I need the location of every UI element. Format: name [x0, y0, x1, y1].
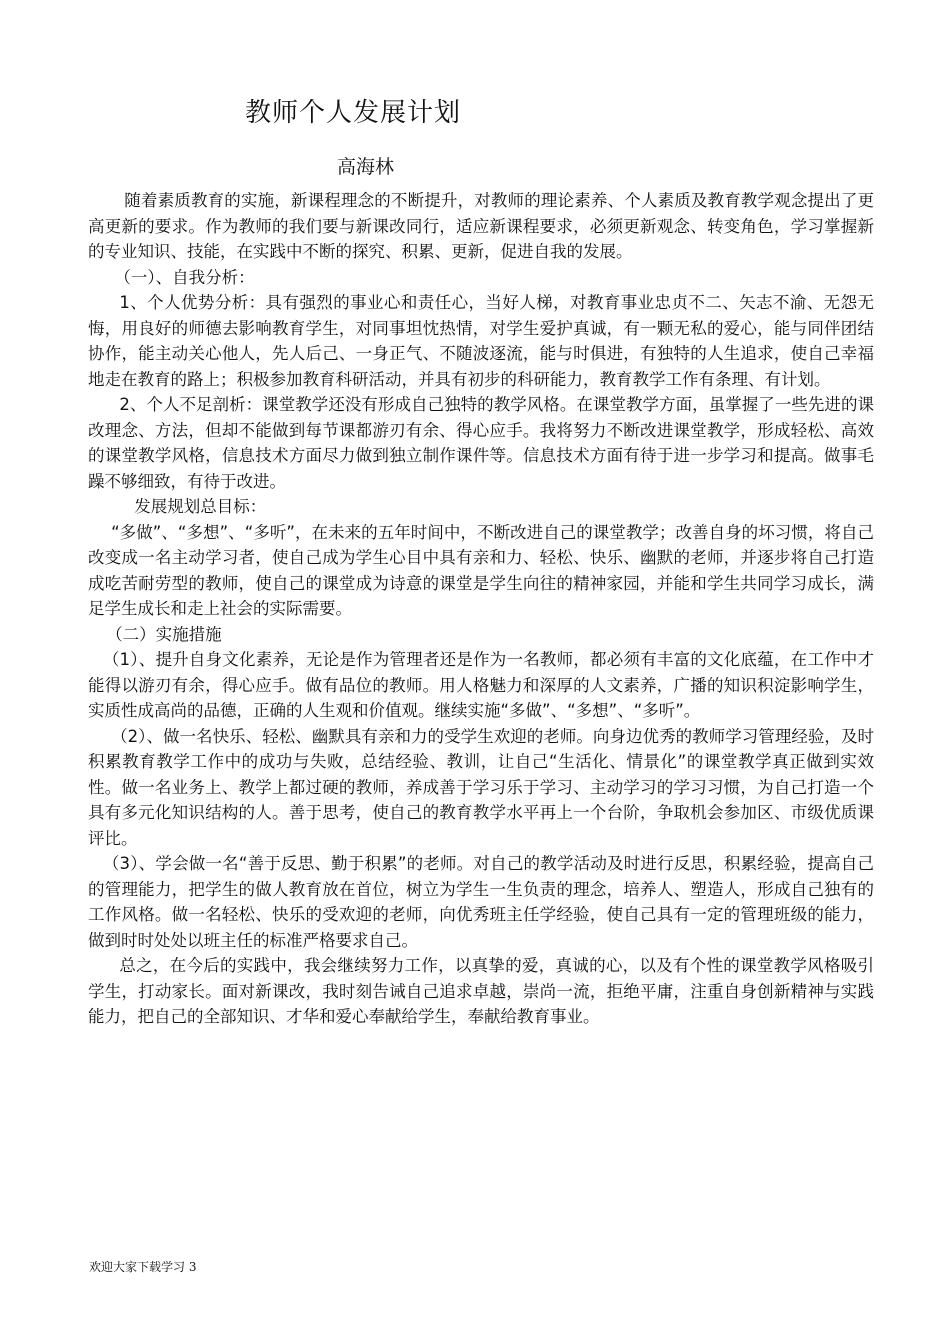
author-name: 高海林 [337, 156, 395, 178]
document-body [88, 188, 874, 1030]
paragraph-measure-3: （3）、学会做一名“善于反思、勤于积累”的老师。对自己的教学活动及时进行反思，积累经验，提高自己的管理能力，把学生的做人教育放在首位，树立为学生一生负责的理念，培养人、塑造人，形成自己独有的工作风格。做一名轻松、快乐的受欢迎的老师，向优秀班主任学经验，使自己具有一定的管理班级的能力，做到时时处处以班主任的标准严格要求自己。 [88, 854, 874, 950]
paragraph-measure-1: （1）、提升自身文化素养，无论是作为管理者还是作为一名教师，都必须有丰富的文化底蕴，在工作中才能得以游刃有余，得心应手。做有品位的教师。用人格魅力和深厚的人文素养，广播的知识积淀影响学生，实质性成高尚的品德，正确的人生观和价值观。继续实施“多做”、“多想”、“多听”。 [88, 650, 874, 720]
paragraph-goal: “多做”、“多想”、“多听”，在未来的五年时间中，不断改进自己的课堂教学；改善自身的坏习惯，将自己改变成一名主动学习者，使自己成为学生心目中具有亲和力、轻松、快乐、幽默的老师，并逐步将自己打造成吃苦耐劳型的教师，使自己的课堂成为诗意的课堂是学生向往的精神家园，并能和学生共同学习成长，满足学生成长和走上社会的实际需要。 [88, 522, 874, 618]
paragraph-measure-2: （2）、做一名快乐、轻松、幽默具有亲和力的受学生欢迎的老师。向身边优秀的教师学习管理经验，及时积累教育教学工作中的成功与失败，总结经验、教训，让自己“生活化、情景化”的课堂教学真正做到实效性。做一名业务上、教学上都过硬的教师，养成善于学习乐于学习、主动学习的学习习惯，为自己打造一个具有多元化知识结构的人。善于思考，使自己的教育教学水平再上一个台阶，争取机会参加区、市级优质课评比。 [88, 726, 874, 848]
paragraph-intro: 随着素质教育的实施，新课程理念的不断提升，对教师的理论素养、个人素质及教育教学观念提出了更高更新的要求。作为教师的我们要与新课改同行，适应新课程要求，必须更新观念、转变角色，学习掌握新的专业知识、技能，在实践中不断的探究、积累、更新，促进自我的发展。 [88, 191, 874, 261]
paragraph-weaknesses: 2、个人不足剖析：课堂教学还没有形成自己独特的教学风格。在课堂教学方面，虽掌握了一些先进的课改理念、方法，但却不能做到每节课都游刃有余、得心应手。我将努力不断改进课堂教学，形成轻松、高效的课堂教学风格，信息技术方面尽力做到独立制作课件等。信息技术方面有待于进一步学习和提高。做事毛躁不够细致，有待于改进。 [88, 395, 874, 491]
section-heading-goal: 发展规划总目标： [134, 497, 267, 516]
page-footer: 欢迎大家下载学习 3 [89, 1260, 197, 1274]
section-heading-self-analysis: （一）、自我分析： [114, 267, 255, 287]
paragraph-conclusion: 总之，在今后的实践中，我会继续努力工作，以真挚的爱，真诚的心，以及有个性的课堂教学风格吸引学生，打动家长。面对新课改，我时刻告诫自己追求卓越，崇尚一流，拒绝平庸，注重自身创新精神与实践能力，把自己的全部知识、才华和爱心奉献给学生，奉献给教育事业。 [88, 956, 874, 1026]
paragraph-strengths: 1、个人优势分析：具有强烈的事业心和责任心，当好人梯，对教育事业忠贞不二、矢志不渝、无怨无悔，用良好的师德去影响教育学生，对同事坦忱热情，对学生爱护真诚，有一颗无私的爱心，能与同伴团结协作，能主动关心他人，先人后己、一身正气、不随波逐流，能与时俱进，有独特的人生追求，使自己幸福地走在教育的路上；积极参加教育科研活动，并具有初步的科研能力，教育教学工作有条理、有计划。 [88, 293, 874, 389]
section-heading-measures: （二）实施措施 [106, 624, 222, 644]
document-title: 教师个人发展计划 [245, 98, 462, 128]
